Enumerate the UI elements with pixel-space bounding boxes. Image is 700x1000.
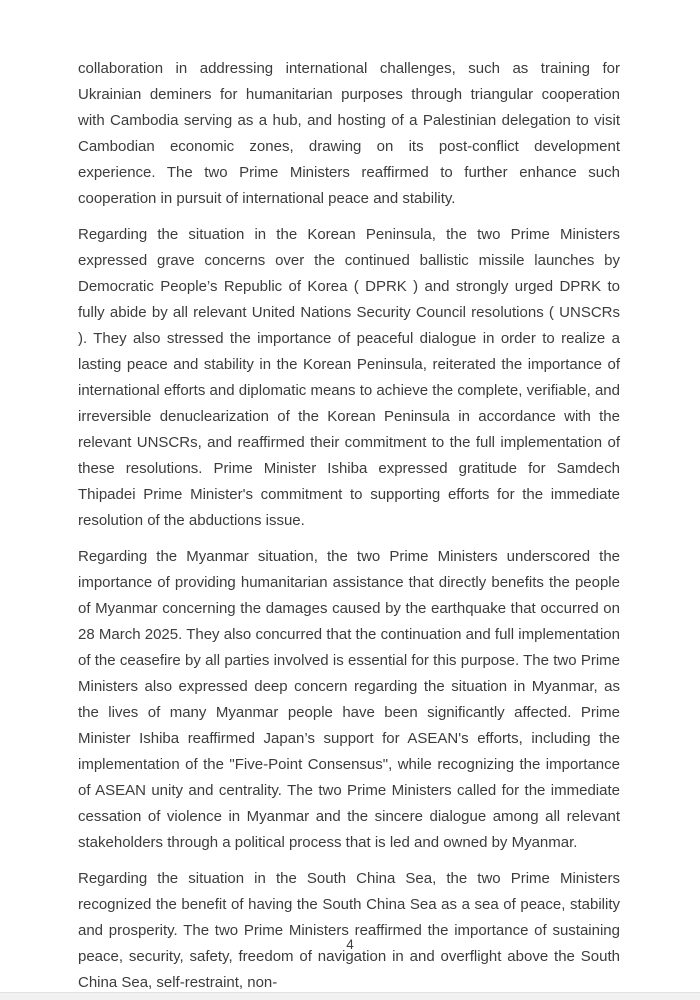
page-footer <box>0 936 700 954</box>
paragraph-south-china-sea: Regarding the situation in the South China Sea, the two Prime Ministers recognized the benefit of having the South China Sea as a sea of peace, stability and prosperity. The two Prime Ministers reaffirmed the importance of sustaining peace, security, safety, freedom of navigation in and overflight above the South China Sea, self-restraint, non- <box>78 870 620 991</box>
paragraph-myanmar: Regarding the Myanmar situation, the two Prime Ministers underscored the importance of providing humanitarian assistance that directly benefits the people of Myanmar concerning the damages caused by the earthquake that occurred on 28 March 2025. They also concurred that the continuation and full implementation of the ceasefire by all parties involved is essential for this purpose. The two Prime Ministers also expressed deep concern regarding the situation in Myanmar, as the lives of many Myanmar people have been significantly affected. Prime Minister Ishiba reaffirmed Japan’s support for ASEAN's efforts, including the implementation of the "Five-Point Consensus", while recognizing the importance of ASEAN unity and centrality. The two Prime Ministers called for the immediate cessation of violence in Myanmar and the sincere dialogue among all relevant stakeholders through a political process that is led and owned by Myanmar. <box>78 548 620 851</box>
document-body <box>78 56 620 1000</box>
paragraph-korean-peninsula: Regarding the situation in the Korean Peninsula, the two Prime Ministers expressed grave concerns over the continued ballistic missile launches by Democratic People’s Republic of Korea ( DPRK ) and strongly urged DPRK to fully abide by all relevant United Nations Security Council resolutions ( UNSCRs ). They also stressed the importance of peaceful dialogue in order to realize a lasting peace and stability in the Korean Peninsula, reiterated the importance of international efforts and diplomatic means to achieve the complete, verifiable, and irreversible denuclearization of the Korean Peninsula in accordance with the relevant UNSCRs, and reaffirmed their commitment to the full implementation of these resolutions. Prime Minister Ishiba expressed gratitude for Samdech Thipadei Prime Minister's commitment to supporting efforts for the immediate resolution of the abductions issue. <box>78 226 620 529</box>
page-bottom-edge <box>0 992 700 1000</box>
page-number: 4 <box>346 937 354 952</box>
paragraph-cooperation: collaboration in addressing international challenges, such as training for Ukrainian deminers for humanitarian purposes through triangular cooperation with Cambodia serving as a hub, and hosting of a Palestinian delegation to visit Cambodian economic zones, drawing on its post-conflict development experience. The two Prime Ministers reaffirmed to further enhance such cooperation in pursuit of international peace and stability. <box>78 60 620 207</box>
